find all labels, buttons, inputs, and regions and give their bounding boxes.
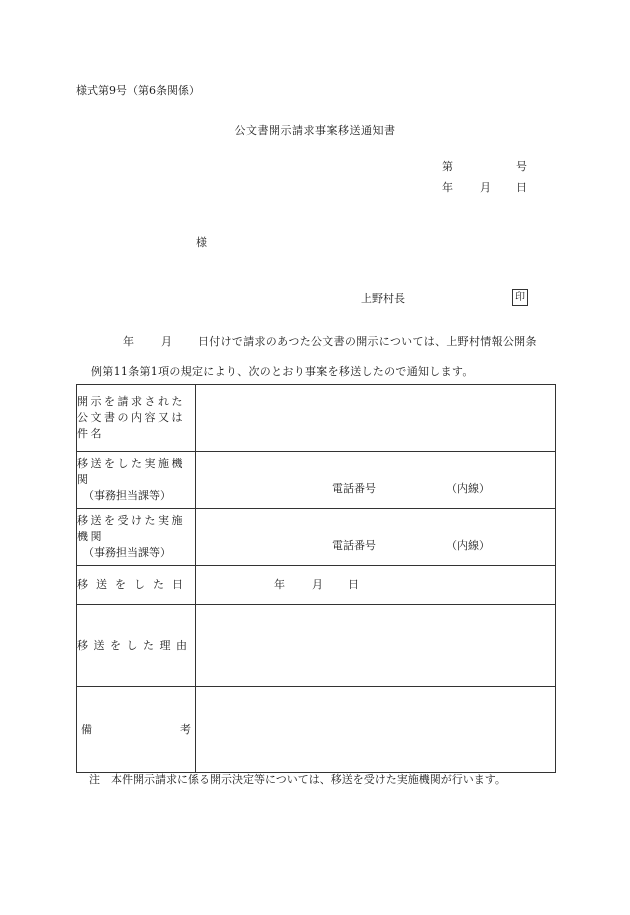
label-remarks-b: 考 (180, 722, 191, 736)
transfer-month: 月 (312, 578, 323, 591)
label-to-section: （事務担当課等） (83, 545, 171, 559)
table-row-remarks (77, 687, 556, 773)
body-year: 年 (123, 335, 135, 348)
table-row-date (77, 566, 556, 605)
label-remarks-a: 備 (81, 722, 92, 736)
transfer-day: 日 (348, 578, 359, 591)
to-phone-label: 電話番号 (332, 539, 376, 552)
document-title: 公文書開示請求事案移送通知書 (234, 124, 396, 137)
ref-number-suffix: 号 (516, 160, 527, 173)
body-line-1-rest: 日付けで請求のあつた公文書の開示については、上野村情報公開条 (198, 335, 537, 348)
label-requested-document (77, 385, 196, 452)
table-row-from (77, 452, 556, 509)
form-number: 様式第9号（第6条関係） (76, 84, 200, 97)
table-row-request (77, 385, 556, 452)
footer-note: 注 本件開示請求に係る開示決定等については、移送を受けた実施機関が行います。 (89, 773, 506, 786)
table-row-to (77, 509, 556, 566)
ref-year: 年 (442, 181, 453, 194)
value-to-agency[interactable] (196, 509, 556, 566)
body-line-2: 例第11条第1項の規定により、次のとおり事案を移送したので通知します。 (91, 365, 474, 378)
transfer-year: 年 (274, 578, 285, 591)
value-from-agency[interactable] (196, 452, 556, 509)
label-remarks (77, 687, 196, 773)
label-from-agency (77, 452, 196, 509)
value-requested-document[interactable] (196, 385, 556, 452)
value-transfer-reason[interactable] (196, 605, 556, 687)
ref-month: 月 (480, 181, 491, 194)
value-remarks[interactable] (196, 687, 556, 773)
label-requested-document-text: 開示を請求された公文書の内容又は件名 (77, 395, 185, 440)
label-from-section: （事務担当課等） (83, 488, 171, 502)
body-month: 月 (161, 335, 173, 348)
value-transfer-date[interactable] (196, 566, 556, 605)
to-extension-label: （内線） (446, 539, 490, 552)
notification-table (76, 384, 556, 773)
addressee-honorific: 様 (196, 236, 207, 249)
seal-mark: 印 (512, 289, 528, 306)
ref-day: 日 (516, 181, 527, 194)
label-transfer-reason (77, 605, 196, 687)
label-transfer-date (77, 566, 196, 605)
label-to-agency-text: 移送を受けた実施機関 (77, 514, 185, 544)
sender-name: 上野村長 (361, 292, 405, 305)
label-transfer-reason-text: 移送をした理由 (77, 638, 193, 652)
label-to-agency (77, 509, 196, 566)
from-extension-label: （内線） (446, 482, 490, 495)
label-transfer-date-text: 移送をした日 (77, 578, 191, 592)
from-phone-label: 電話番号 (332, 482, 376, 495)
label-from-agency-text: 移送をした実施機関 (77, 457, 185, 487)
table-row-reason (77, 605, 556, 687)
ref-number-prefix: 第 (442, 160, 453, 173)
